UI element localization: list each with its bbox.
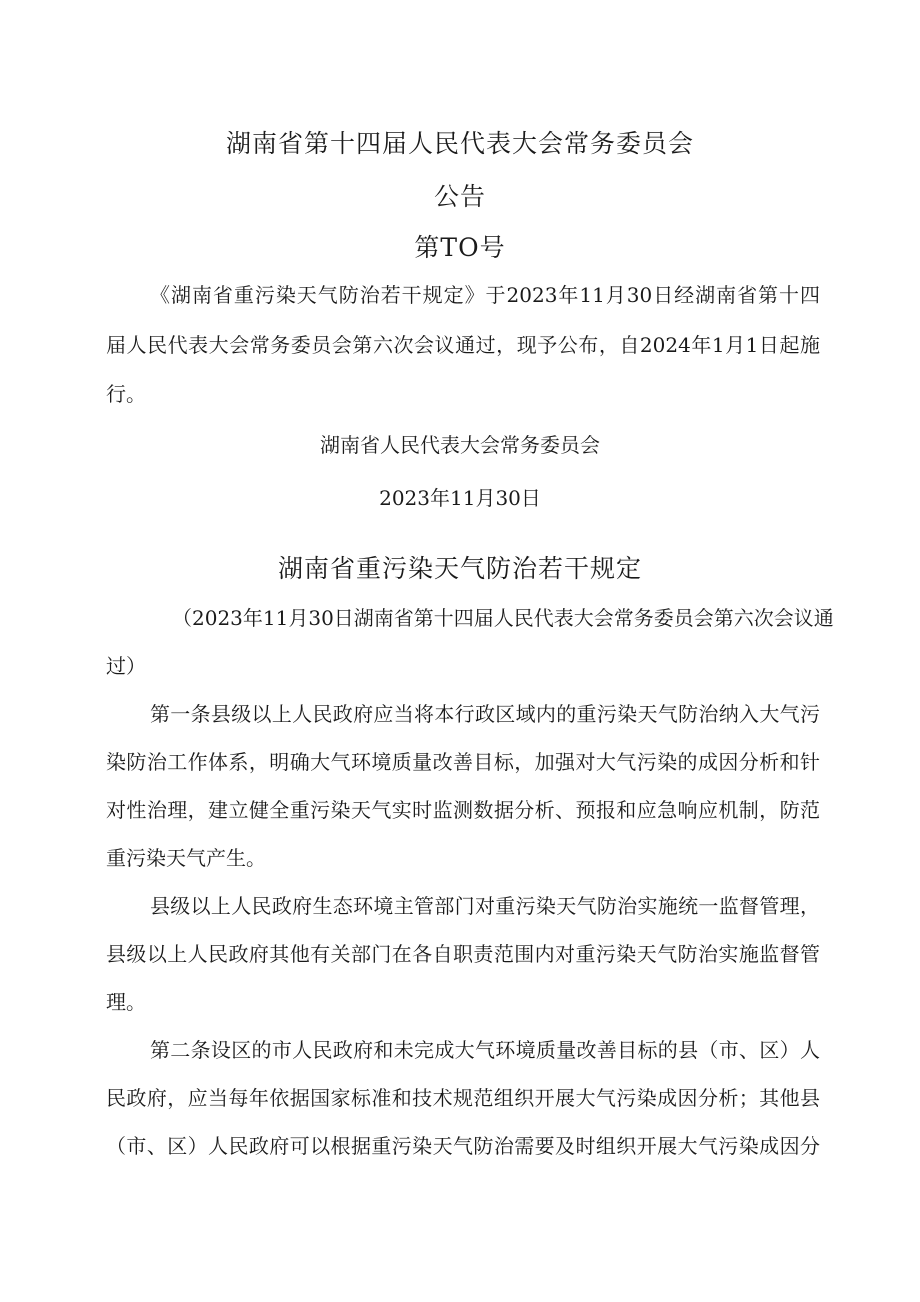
article-2-line: 民政府，应当每年依据国家标准和技术规范组织开展大气污染成因分析；其他县 [106,1086,820,1110]
article-1-line: 染防治工作体系，明确大气环境质量改善目标，加强对大气污染的成因分析和针 [106,750,820,774]
announcement-body-line: 行。 [106,382,146,406]
article-1-supervision-line: 县级以上人民政府其他有关部门在各自职责范围内对重污染天气防治实施监督管 [106,942,820,966]
adoption-note-line: 过） [106,654,146,678]
article-2-line: （市、区）人民政府可以根据重污染天气防治需要及时组织开展大气污染成因分 [106,1134,820,1158]
announcement-body-line: 届人民代表大会常务委员会第六次会议通过，现予公布，自2024年1月1日起施 [106,333,820,357]
article-1-line: 第一条县级以上人民政府应当将本行政区域内的重污染天气防治纳入大气污 [150,702,820,726]
announcement-body-line: 《湖南省重污染天气防治若干规定》于2023年11月30日经湖南省第十四 [150,283,820,307]
announcement-type: 公告 [433,182,486,211]
announcement-date: 2023年11月30日 [379,486,541,510]
announcement-signature: 湖南省人民代表大会常务委员会 [320,433,600,457]
article-1-line: 重污染天气产生。 [106,846,266,870]
article-2-line: 第二条设区的市人民政府和未完成大气环境质量改善目标的县（市、区）人 [150,1038,820,1062]
announcement-number: 第TO号 [414,233,506,262]
issuer-heading: 湖南省第十四届人民代表大会常务委员会 [225,129,694,158]
article-1-supervision-line: 理。 [106,990,146,1014]
regulation-title: 湖南省重污染天气防治若干规定 [277,554,642,583]
article-1-line: 对性治理，建立健全重污染天气实时监测数据分析、预报和应急响应机制，防范 [106,798,820,822]
adoption-note-line: （2023年11月30日湖南省第十四届人民代表大会常务委员会第六次会议通 [172,606,834,630]
article-1-supervision-line: 县级以上人民政府生态环境主管部门对重污染天气防治实施统一监督管理， [150,894,820,918]
